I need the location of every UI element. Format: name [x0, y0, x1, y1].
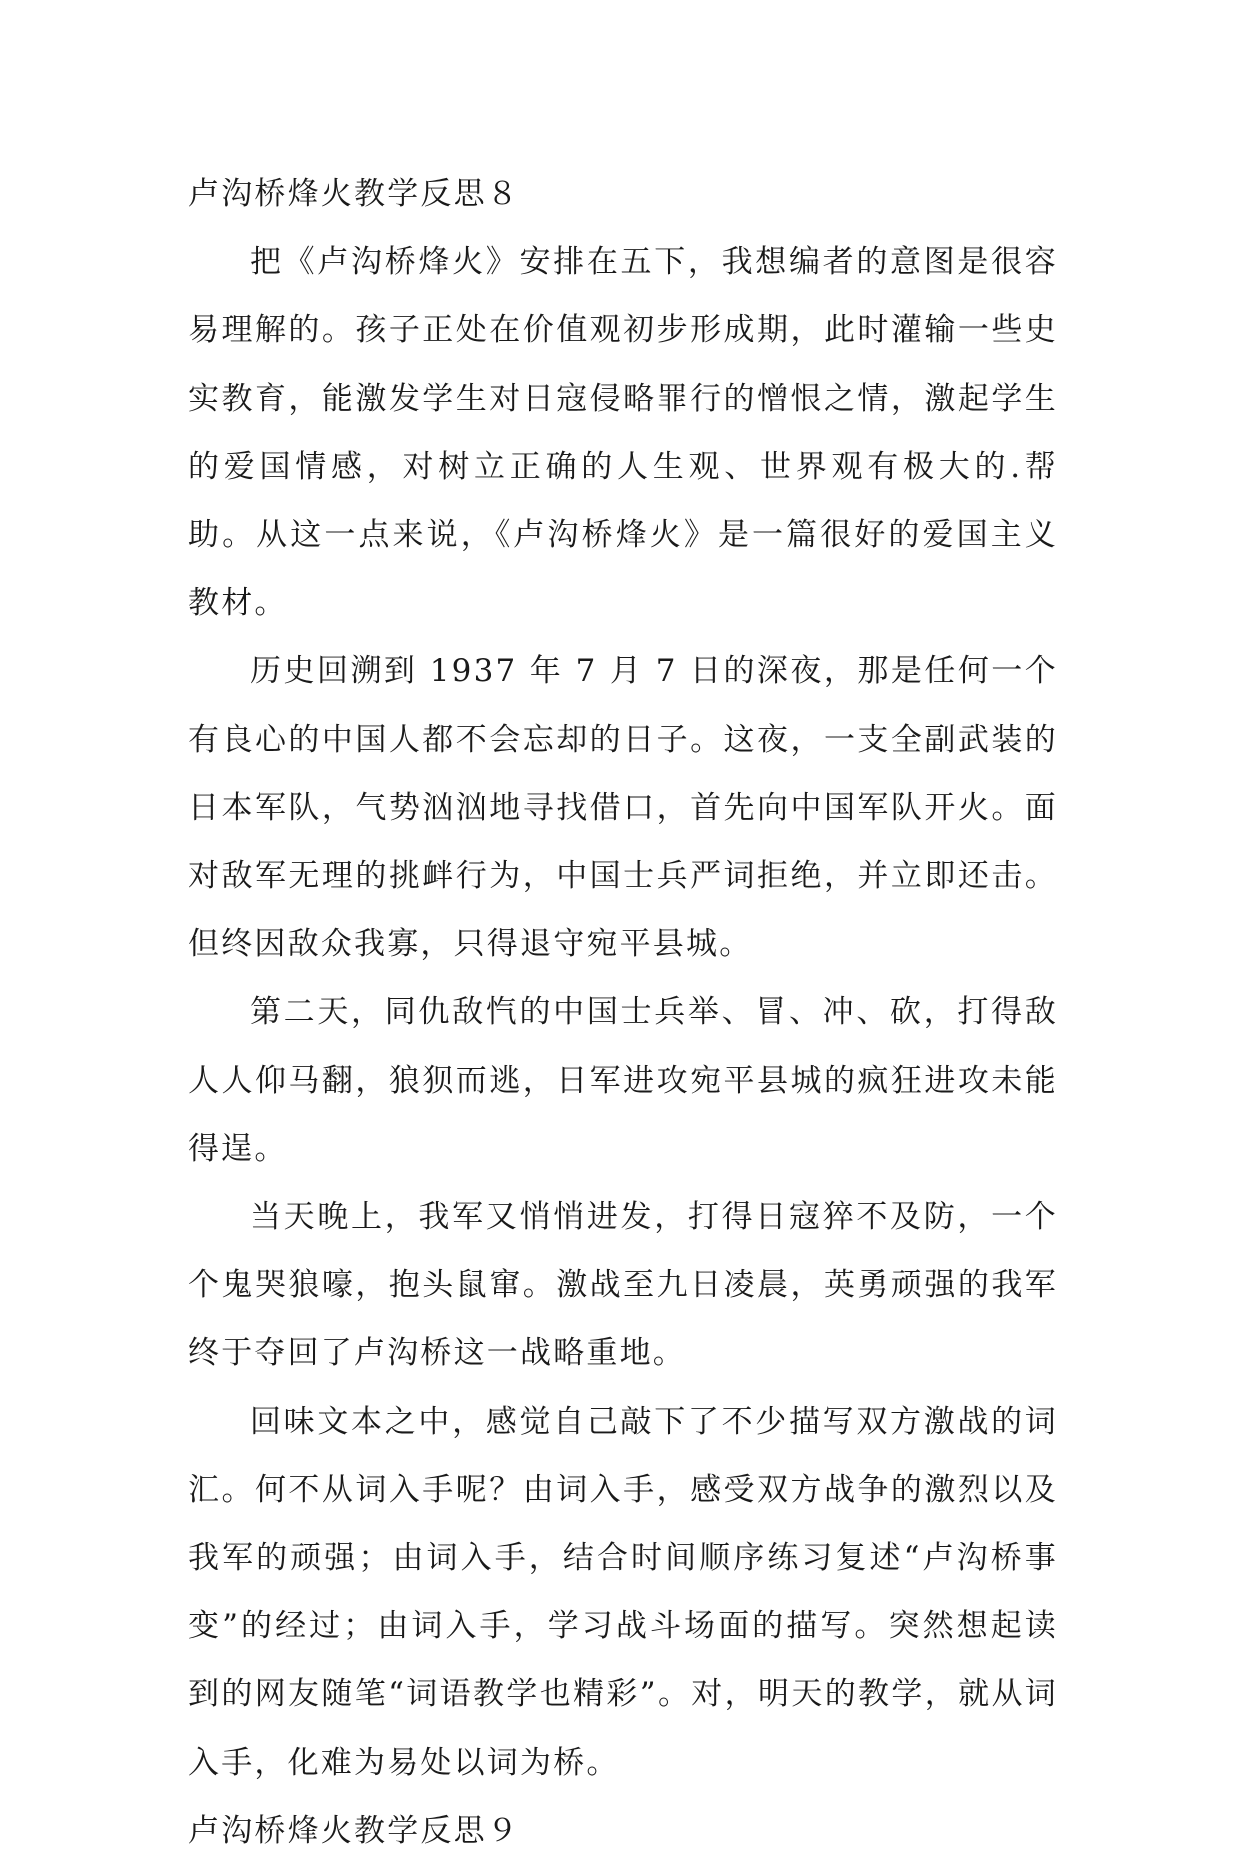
section-title: 卢沟桥烽火教学反思９: [188, 1812, 520, 1849]
paragraph: 回味文本之中，感觉自己敲下了不少描写双方激战的词汇。何不从词入手呢？由词入手，感受双方战争的激烈以及我军的顽强；由词入手，结合时间顺序练习复述“卢沟桥事变”的经过；由词入手，学习战斗场面的描写。突然想起读到的网友随笔“词语教学也精彩”。对，明天的教学，就从词入手，化难为易处以词为桥。: [188, 1403, 1058, 1781]
paragraph: 把《卢沟桥烽火》安排在五下，我想编者的意图是很容易理解的。孩子正处在价值观初步形成期，此时灌输一些史实教育，能激发学生对日寇侵略罪行的憎恨之情，激起学生的爱国情感，对树立正确的人生观、世界观有极大的.帮助。从这一点来说，《卢沟桥烽火》是一篇很好的爱国主义教材。: [188, 244, 1058, 622]
section-title: 卢沟桥烽火教学反思８: [188, 176, 520, 212]
document-body: [188, 160, 1058, 1865]
paragraph: 历史回溯到 1937 年 7 月 7 日的深夜，那是任何一个有良心的中国人都不会忘却的日子。这夜，一支全副武装的日本军队，气势汹汹地寻找借口，首先向中国军队开火。面对敌军无理的挑衅行为，中国士兵严词拒绝，并立即还击。但终因敌众我寡，只得退守宛平县城。: [188, 653, 1058, 963]
paragraph: 第二天，同仇敌忾的中国士兵举、冒、冲、砍，打得敌人人仰马翻，狼狈而逃，日军进攻宛平县城的疯狂进攻未能得逞。: [188, 994, 1058, 1167]
paragraph: 当天晚上，我军又悄悄进发，打得日寇猝不及防，一个个鬼哭狼嚎，抱头鼠窜。激战至九日凌晨，英勇顽强的我军终于夺回了卢沟桥这一战略重地。: [188, 1199, 1058, 1372]
